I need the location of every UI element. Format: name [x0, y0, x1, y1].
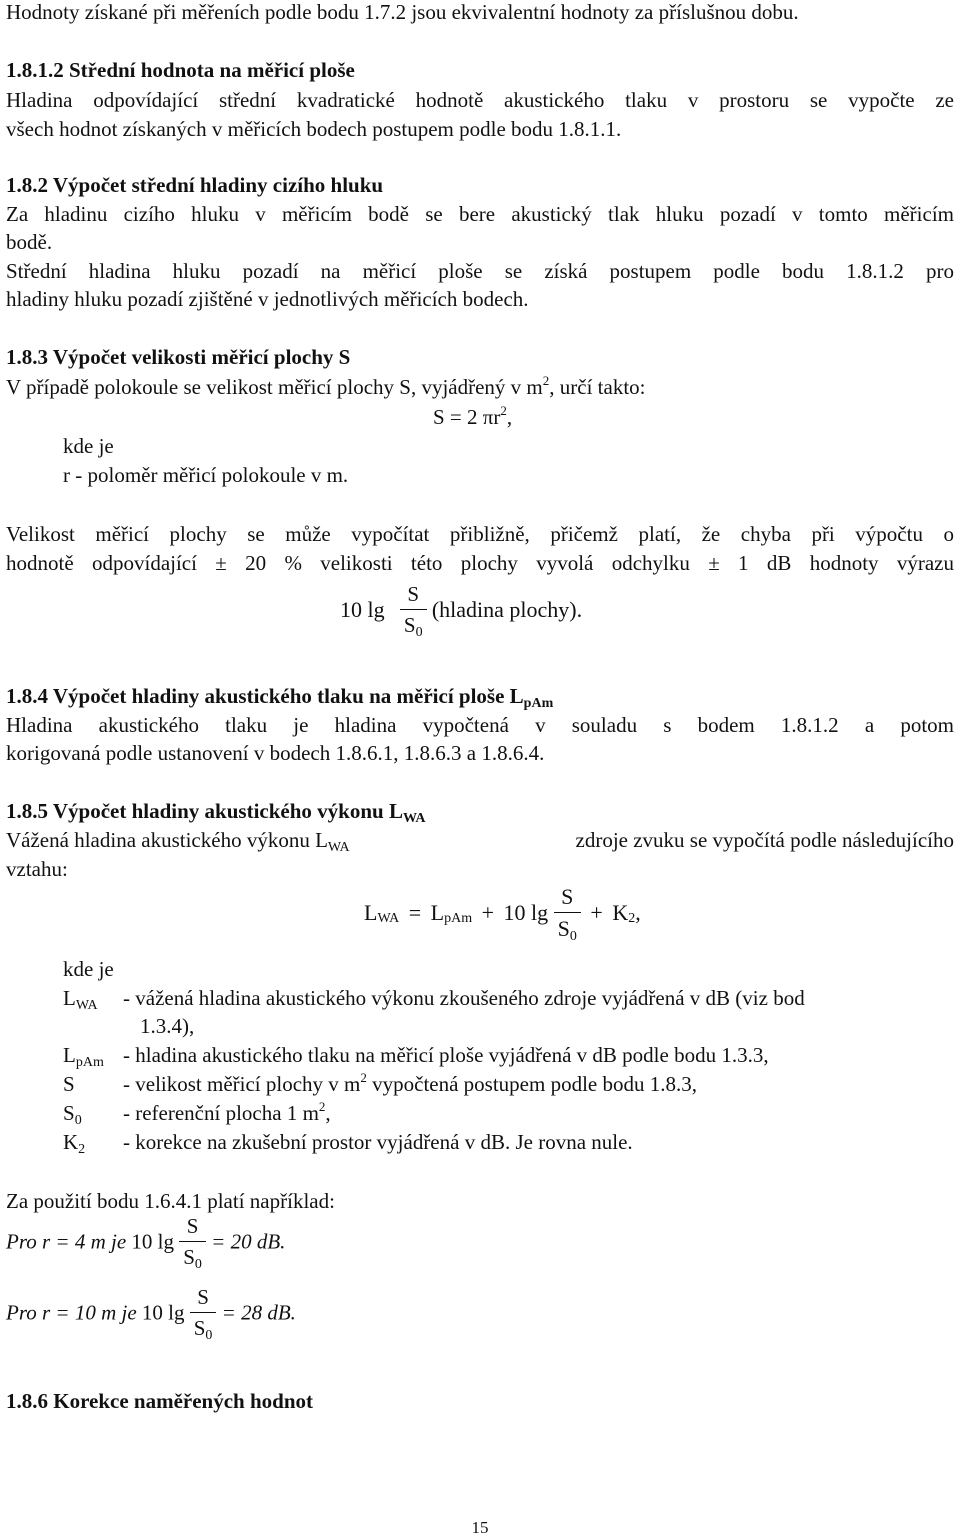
superscript: 2: [318, 1099, 326, 1114]
fraction-denominator: [190, 1316, 217, 1344]
heading-text: 1.8.5 Výpočet hladiny akustického výkonu L: [6, 799, 403, 823]
definition-text: - hladina akustického tlaku na měřicí ploše vyjádřená v dB podle bodu 1.3.3,: [123, 1043, 769, 1067]
symbol: S: [557, 916, 570, 942]
definition-text: 1.3.4),: [140, 1014, 195, 1038]
text-line: všech hodnot získaných v měřicích bodech postupem podle bodu 1.8.1.1.: [6, 117, 622, 141]
superscript: 2: [360, 1070, 367, 1085]
equation-text: 10 lg: [340, 596, 385, 622]
subscript: 0: [205, 1328, 213, 1344]
subscript: pAm: [444, 910, 473, 926]
fraction-bar: [179, 1241, 206, 1242]
equation-text: ,: [635, 900, 641, 926]
fraction-numerator: S: [197, 1285, 209, 1309]
subscript: WA: [327, 840, 350, 855]
fraction-numerator: S: [407, 582, 420, 606]
text-line: vztahu:: [6, 857, 68, 881]
text-span: Vážená hladina akustického výkonu L: [6, 828, 328, 852]
symbol: L: [430, 900, 445, 926]
text-line: Střední hladina hluku pozadí na měřicí ploše se získá postupem podle bodu 1.8.1.2 pro: [6, 259, 954, 283]
subscript: pAm: [523, 696, 554, 711]
text-line: [6, 375, 646, 399]
subscript: pAm: [75, 1055, 104, 1070]
symbol: S: [403, 613, 416, 638]
subscript: 0: [74, 1113, 82, 1128]
fraction: [554, 884, 581, 945]
section-heading: 1.8.3 Výpočet velikosti měřicí plochy S: [6, 345, 351, 369]
text-span: - velikost měřicí plochy v m: [123, 1072, 361, 1096]
text-line: Za použití bodu 1.6.4.1 platí například:: [6, 1189, 335, 1213]
definition-symbol: [63, 1101, 82, 1128]
text-line: bodě.: [6, 230, 53, 254]
section-heading: [6, 799, 426, 826]
definition-symbol: [63, 986, 98, 1013]
text-line: kde je: [63, 957, 114, 981]
fraction-bar: [554, 912, 581, 913]
text-line: Za hladinu cizího hluku v měřicím bodě se bere akustický tlak hluku pozadí v tomto měřicím: [6, 202, 954, 226]
subscript: 2: [78, 1142, 86, 1157]
text-line: Hladina odpovídající střední kvadratické hodnotě akustického tlaku v prostoru se vypočte ze: [6, 88, 954, 112]
symbol: L: [63, 986, 76, 1010]
text-span: V případě polokoule se velikost měřicí plochy S, vyjádřený v m: [6, 375, 543, 399]
subscript: WA: [377, 910, 400, 926]
text-span: ,: [325, 1101, 331, 1125]
heading-text: 1.8.4 Výpočet hladiny akustického tlaku na měřicí ploše L: [6, 684, 524, 708]
page-number: 15: [471, 1518, 489, 1537]
text-line: [6, 828, 954, 855]
equation-area-lwa: [364, 884, 641, 945]
symbol: S: [63, 1072, 75, 1096]
fraction: [179, 1214, 206, 1273]
example-text: = 28 dB.: [221, 1300, 296, 1325]
definition-symbol: [63, 1130, 86, 1157]
example-line: [6, 1285, 296, 1344]
equation-text: ,: [506, 405, 513, 429]
text-span: , určí takto:: [549, 375, 646, 399]
text-line: r - poloměr měřicí polokoule v m.: [63, 463, 349, 487]
subscript: 0: [569, 929, 577, 945]
fraction-denominator: [554, 916, 581, 945]
symbol: S: [183, 1245, 195, 1270]
symbol: S: [63, 1101, 75, 1125]
section-heading: [6, 684, 554, 711]
symbol: L: [63, 1043, 76, 1067]
example-text: Pro r = 10 m je: [6, 1300, 137, 1325]
fraction: [190, 1285, 217, 1344]
text-line: kde je: [63, 434, 114, 458]
operator: +: [481, 900, 495, 926]
fraction-bar: [190, 1312, 217, 1313]
superscript: 2: [542, 373, 550, 388]
section-heading: 1.8.1.2 Střední hodnota na měřicí ploše: [6, 58, 355, 82]
text-span: - referenční plocha 1 m: [123, 1101, 319, 1125]
example-text: Pro r = 4 m je: [6, 1229, 127, 1254]
equation-text: (hladina plochy).: [431, 596, 583, 622]
symbol: K: [63, 1130, 79, 1154]
equation-text: 10 lg: [131, 1229, 174, 1254]
definition-text: [123, 1101, 331, 1125]
fraction-numerator: S: [561, 884, 574, 909]
equation-text: 10 lg: [503, 900, 549, 926]
text-line: hodnotě odpovídající ± 20 % velikosti této plochy vyvolá odchylku ± 1 dB hodnoty výrazu: [6, 551, 954, 575]
subscript: 0: [415, 625, 423, 641]
operator: +: [590, 900, 603, 926]
subscript: WA: [402, 811, 426, 826]
example-line: [6, 1214, 286, 1273]
section-heading: 1.8.6 Korekce naměřených hodnot: [6, 1389, 314, 1413]
symbol: S: [193, 1316, 206, 1341]
definition-text: [123, 1072, 697, 1096]
equation-area: [433, 405, 512, 429]
definition-symbol: [63, 1072, 75, 1096]
text-line: Hodnoty získané při měřeních podle bodu 1.7.2 jsou ekvivalentní hodnoty za příslušnou dobu.: [6, 0, 799, 24]
section-heading: 1.8.2 Výpočet střední hladiny cizího hluku: [6, 173, 384, 197]
operator: =: [408, 900, 422, 926]
fraction: [400, 582, 427, 641]
definition-text: - korekce na zkušební prostor vyjádřená v dB. Je rovna nule.: [123, 1130, 633, 1154]
fraction-numerator: S: [186, 1214, 199, 1238]
definition-symbol: [63, 1043, 104, 1070]
definition-text: - vážená hladina akustického výkonu zkoušeného zdroje vyjádřená v dB (viz bod: [123, 986, 805, 1010]
text-span: vypočtená postupem podle bodu 1.8.3,: [366, 1072, 697, 1096]
subscript: 2: [628, 910, 636, 926]
subscript: 0: [194, 1257, 202, 1273]
equation-text: 10 lg: [141, 1300, 185, 1325]
text-span: zdroje zvuku se vypočítá podle následujícího: [575, 828, 954, 852]
symbol: K: [612, 900, 629, 926]
equation-area-ratio: [340, 582, 583, 641]
text-line: Velikost měřicí plochy se může vypočítat přibližně, přičemž platí, že chyba při výpočtu o: [6, 522, 954, 546]
equation-text: S = 2 πr: [433, 405, 501, 429]
fraction-bar: [400, 609, 427, 610]
text-line: hladiny hluku pozadí zjištěné v jednotlivých měřicích bodech.: [6, 287, 529, 311]
superscript: 2: [500, 403, 507, 418]
text-line: korigovaná podle ustanovení v bodech 1.8.6.1, 1.8.6.3 a 1.8.6.4.: [6, 741, 545, 765]
fraction-denominator: [179, 1245, 206, 1273]
subscript: WA: [75, 998, 98, 1013]
symbol: L: [364, 900, 378, 926]
example-text: = 20 dB.: [211, 1229, 286, 1254]
fraction-denominator: [400, 613, 427, 641]
text-line: Hladina akustického tlaku je hladina vypočtená v souladu s bodem 1.8.1.2 a potom: [6, 713, 954, 737]
